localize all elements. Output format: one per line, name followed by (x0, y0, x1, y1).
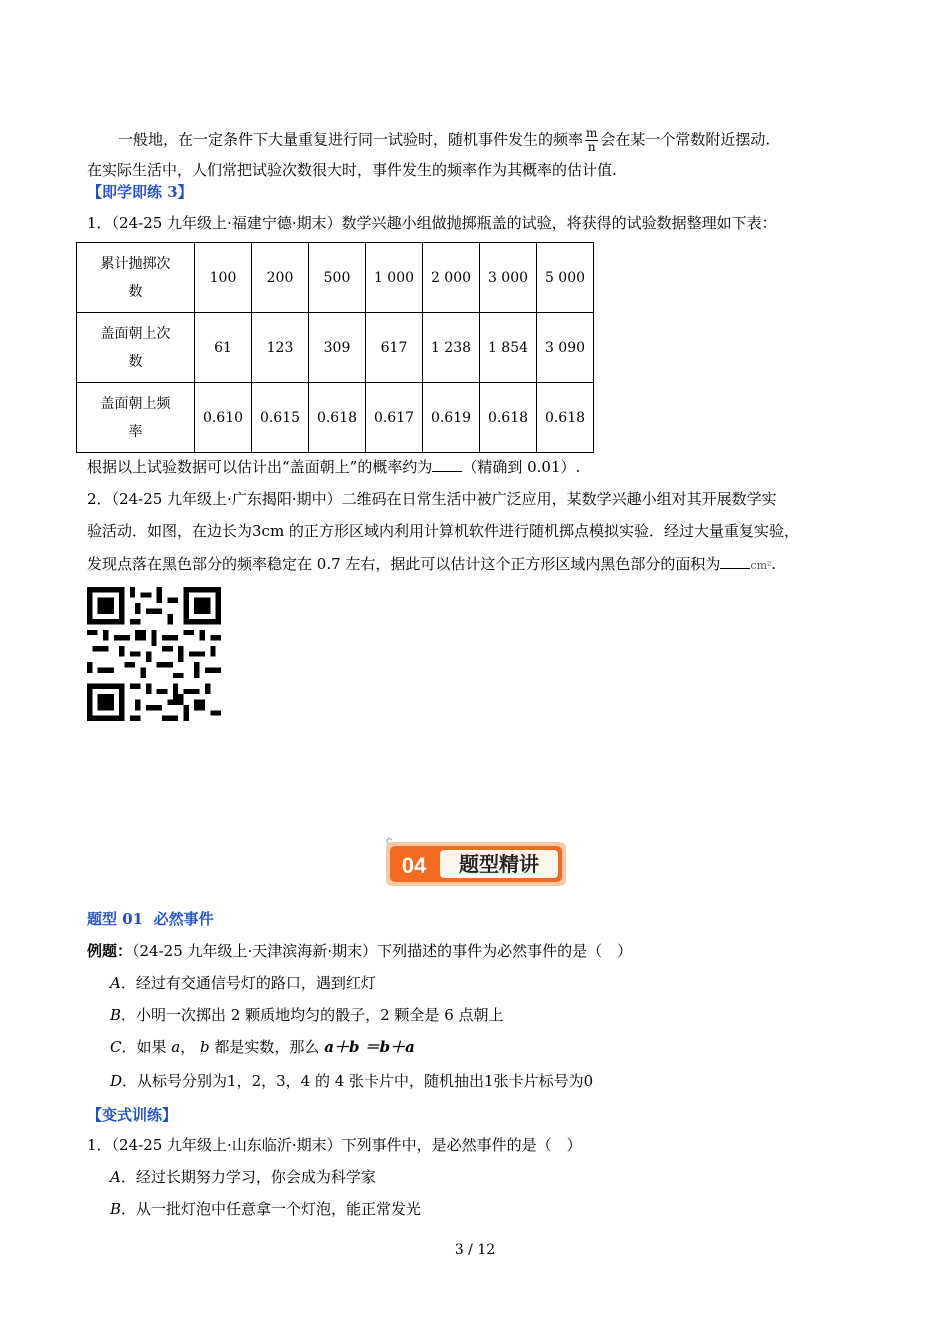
frequency-fraction (585, 127, 598, 154)
table-cell: 0.619 (423, 383, 480, 453)
table-cell: 0.618 (480, 383, 537, 453)
q2-text-3: 发现点落在黑色部分的频率稳定在 0.7 左右，据此可以估计这个正方形区域内黑色部分的面积为 (87, 555, 721, 573)
table-cell: 123 (252, 313, 309, 383)
table-cell: 617 (366, 313, 423, 383)
intro-text-a: 一般地，在一定条件下大量重复进行同一试验时，随机事件发生的频率 (118, 130, 584, 149)
table-cell: 100 (195, 243, 252, 313)
banner-number: 04 (401, 853, 427, 878)
q1-text: （24-25 九年级上·福建宁德·期末）数学兴趣小组做抛掷瓶盖的试验，将获得的试验数据整理如下表： (111, 214, 777, 232)
q2-line-2: 验活动．如图，在边长为3cm 的正方形区域内利用计算机软件进行随机掷点模拟实验．经过大量重复实验， (87, 522, 799, 540)
qr-code-image (87, 587, 221, 721)
row-header: 累计抛掷次 数 (77, 243, 195, 313)
q2-line-1 (87, 488, 777, 510)
table-cell: 3 000 (480, 243, 537, 313)
v1-stem (87, 1134, 582, 1156)
q2-text-1: （24-25 九年级上·广东揭阳·期中）二维码在日常生活中被广泛应用，某数学兴趣小组对其开展数学实 (111, 490, 777, 508)
throw-data-table (76, 242, 594, 453)
row-header: 盖面朝上次 数 (77, 313, 195, 383)
table-cell: 2 000 (423, 243, 480, 313)
table-cell: 0.618 (537, 383, 594, 453)
v1-text: （24-25 九年级上·山东临沂·期末）下列事件中，是必然事件的是（ ） (111, 1136, 582, 1154)
table-cell: 309 (309, 313, 366, 383)
q1-number: 1． (87, 214, 112, 232)
answer-blank (432, 457, 462, 472)
fraction-denominator: n (587, 140, 596, 154)
v1-option-a: A．经过长期努力学习，你会成为科学家 (110, 1168, 376, 1186)
table-row (77, 243, 594, 313)
formula: a＋b ＝b＋a (324, 1038, 415, 1056)
q1-answer-text: 根据以上试验数据可以估计出“盖面朝上”的概率约为 (87, 458, 433, 476)
page-number: 3 / 12 (454, 1242, 496, 1258)
section-banner (384, 838, 568, 888)
type-heading: 题型 01 必然事件 (87, 910, 214, 928)
example-option-c: C．如果 a， b 都是实数，那么 a＋b ＝b＋a (110, 1038, 415, 1056)
table-cell: 1 000 (366, 243, 423, 313)
table-cell: 0.610 (195, 383, 252, 453)
intro-text-b: 会在某一个常数附近摆动. (600, 130, 771, 149)
table-cell: 1 854 (480, 313, 537, 383)
intro-line-1 (118, 127, 770, 154)
table-row (77, 313, 594, 383)
example-text: （24-25 九年级上·天津滨海新·期末）下列描述的事件为必然事件的是（ ） (132, 942, 633, 960)
table-cell: 500 (309, 243, 366, 313)
table-cell: 0.615 (252, 383, 309, 453)
example-stem (87, 940, 632, 962)
section-variant-heading: 【变式训练】 (87, 1106, 178, 1124)
table-cell: 0.618 (309, 383, 366, 453)
section-practice-heading: 【即学即练 3】 (87, 183, 193, 201)
table-cell: 0.617 (366, 383, 423, 453)
answer-blank (720, 554, 750, 569)
example-label: 例题： (87, 942, 133, 960)
table-cell: 5 000 (537, 243, 594, 313)
q1-answer-note: （精确到 0.01）. (462, 458, 581, 476)
example-option-a: A．经过有交通信号灯的路口，遇到红灯 (110, 974, 376, 992)
v1-number: 1． (87, 1136, 112, 1154)
table-cell: 61 (195, 313, 252, 383)
table-cell: 1 238 (423, 313, 480, 383)
q2-number: 2． (87, 490, 112, 508)
q1-stem (87, 212, 777, 234)
row-header: 盖面朝上频 率 (77, 383, 195, 453)
intro-line-2: 在实际生活中，人们常把试验次数很大时，事件发生的频率作为其概率的估计值. (87, 161, 617, 179)
example-option-d: D．从标号分别为1，2，3，4 的 4 张卡片中，随机抽出1张卡片标号为0 (110, 1072, 594, 1090)
example-option-b: B．小明一次掷出 2 颗质地均匀的骰子，2 颗全是 6 点朝上 (110, 1006, 504, 1024)
q2-line-3: 发现点落在黑色部分的频率稳定在 0.7 左右，据此可以估计这个正方形区域内黑色部分的面积为 cm². (87, 555, 777, 573)
fraction-numerator: m (586, 126, 598, 140)
table-cell: 200 (252, 243, 309, 313)
q1-answer-line (87, 456, 580, 478)
banner-title: 题型精讲 (459, 852, 539, 876)
table-cell: 3 090 (537, 313, 594, 383)
unit-label: cm² (750, 559, 772, 572)
v1-option-b: B．从一批灯泡中任意拿一个灯泡，能正常发光 (110, 1200, 422, 1218)
table-row (77, 383, 594, 453)
